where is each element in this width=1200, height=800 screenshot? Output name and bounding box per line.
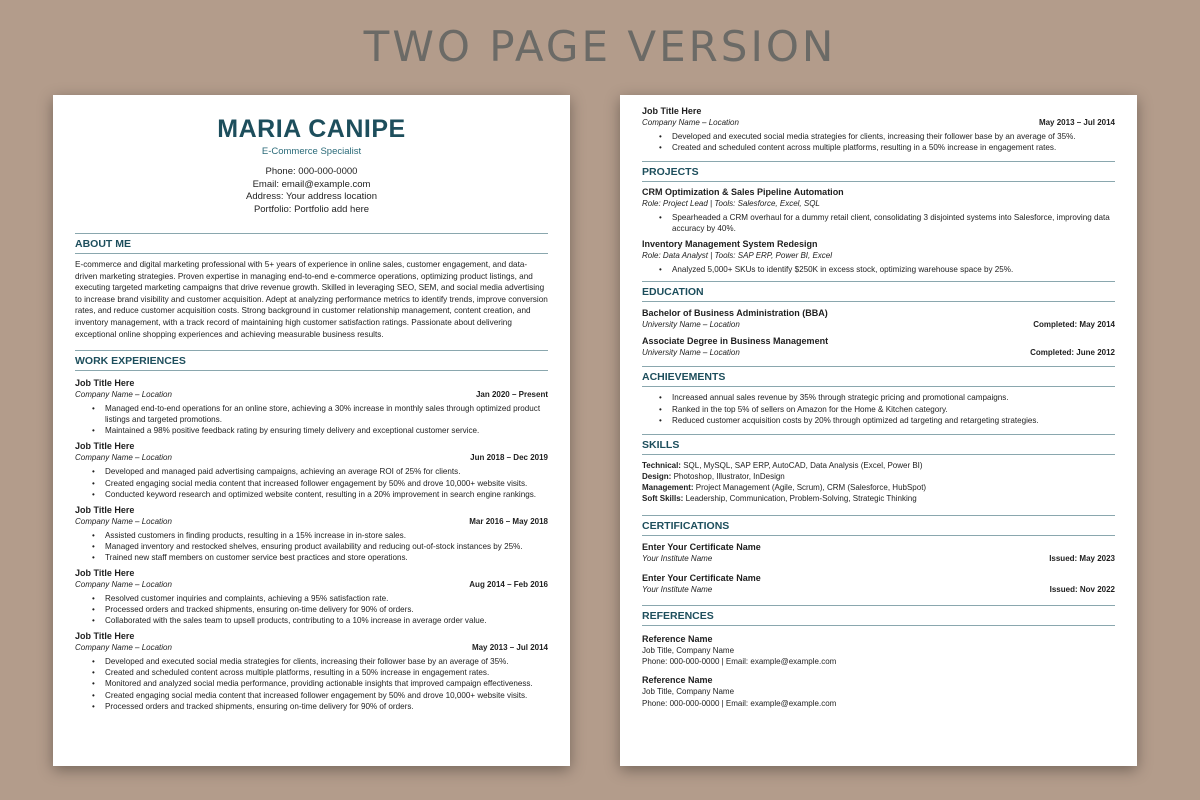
- education-degree: Bachelor of Business Administration (BBA): [642, 308, 828, 319]
- project-title: CRM Optimization & Sales Pipeline Automation: [642, 187, 844, 198]
- achievement-bullet: • Reduced customer acquisition costs by 20% through optimized ad targeting and retargeting strategies.: [672, 415, 1115, 426]
- section-title-certifications: CERTIFICATIONS: [642, 515, 1115, 536]
- job-entry: [75, 378, 548, 436]
- job-company: Company Name – Location: [75, 453, 172, 463]
- education-entry: [642, 308, 1115, 330]
- section-title-skills: SKILLS: [642, 434, 1115, 455]
- job-date: Jan 2020 – Present: [475, 390, 548, 400]
- project-entry: [642, 187, 1115, 234]
- education-entry: [642, 336, 1115, 358]
- reference-name: Reference Name: [642, 675, 713, 686]
- skill-label: Design:: [642, 471, 672, 481]
- about-text: E-commerce and digital marketing professional with 5+ years of experience in online sales, customer engagement, and data-driven marketing strategies. Proven expertise in managing end-to-end e-commerce operations, optimizing product listings, and executing targeted marketing campaigns that drive revenue growth. Skilled in leveraging SEO, SEM, and social media advertising to increase brand visibility and customer acquisition. Adept at analyzing performance metrics to identify trends, improve conversion rates, and reduce customer acquisition costs. Strong background in customer relationship management, content creation, and inventory management, with a track record of maintaining high customer satisfaction ratings. Passionate about delivering exceptional online shopping experiences and achieving measurable business results.: [75, 260, 548, 339]
- section-title-projects: PROJECTS: [642, 161, 1115, 182]
- achievement-bullet: • Increased annual sales revenue by 35% through strategic pricing and promotional campaigns.: [672, 392, 1115, 403]
- education-date: Completed: May 2014: [1033, 320, 1115, 330]
- reference-contact: Phone: 000-000-0000 | Email: example@example.com: [642, 656, 837, 666]
- project-entry: [642, 239, 1115, 275]
- section-title-work: WORK EXPERIENCES: [75, 350, 548, 371]
- certification-entry: [642, 542, 1115, 564]
- education-degree: Associate Degree in Business Management: [642, 336, 829, 347]
- contact-portfolio: Portfolio: Portfolio add here: [253, 203, 370, 215]
- skill-row: [642, 482, 1115, 493]
- skill-label: Soft Skills:: [642, 494, 684, 504]
- job-entry: [75, 441, 548, 499]
- job-title: Job Title Here: [75, 441, 135, 452]
- job-bullet: • Managed inventory and restocked shelves, ensuring product availability and reducing out-of-stock instances by 25%.: [105, 541, 548, 552]
- job-bullet: • Processed orders and tracked shipments, ensuring on-time delivery for 90% of orders.: [105, 604, 548, 615]
- project-title: Inventory Management System Redesign: [642, 239, 818, 250]
- job-title: Job Title Here: [642, 106, 702, 116]
- job-bullet: • Created and scheduled content across multiple platforms, resulting in a 50% increase in engagement rates.: [672, 142, 1115, 153]
- reference-entry: [642, 675, 1115, 709]
- job-bullet: • Processed orders and tracked shipments, ensuring on-time delivery for 90% of orders.: [105, 701, 548, 712]
- skill-text: Photoshop, Illustrator, InDesign: [671, 471, 785, 481]
- skill-label: Technical:: [642, 460, 681, 470]
- reference-title: Job Title, Company Name: [642, 687, 735, 697]
- contact-block: [75, 166, 548, 216]
- contact-address: Address: Your address location: [246, 191, 377, 202]
- certification-institute: Your Institute Name: [642, 584, 713, 594]
- job-bullet: • Developed and managed paid advertising campaigns, achieving an average ROI of 25% for clients.: [105, 466, 548, 477]
- job-date: Aug 2014 – Feb 2016: [469, 580, 548, 589]
- skill-text: SQL, MySQL, SAP ERP, AutoCAD, Data Analysis (Excel, Power BI): [680, 460, 923, 470]
- skill-label: Management:: [642, 483, 694, 493]
- job-bullet: • Managed end-to-end operations for an online store, achieving a 30% increase in monthly sales through optimized product listings and targeted promotions.: [105, 403, 548, 425]
- education-school: University Name – Location: [642, 320, 740, 330]
- job-bullet: • Developed and executed social media strategies for clients, increasing their follower base by an average of 35%.: [672, 131, 1115, 142]
- skill-row: [642, 471, 1115, 482]
- job-company: Company Name – Location: [75, 643, 172, 653]
- job-title: Job Title Here: [75, 378, 135, 389]
- job-title: Job Title Here: [75, 504, 135, 515]
- project-role: Role: Project Lead | Tools: Salesforce, Excel, SQL: [642, 199, 820, 209]
- skills-block: [642, 460, 1115, 505]
- skill-text: Project Management (Agile, Scrum), CRM (Salesforce, HubSpot): [693, 483, 927, 493]
- project-bullet: • Spearheaded a CRM overhaul for a dummy retail client, consolidating 3 disjointed systems into Salesforce, improving data accuracy by 40%.: [672, 212, 1115, 234]
- job-entry: [75, 568, 548, 626]
- job-bullet: • Assisted customers in finding products, resulting in a 15% increase in in-store sales.: [105, 530, 548, 541]
- certification-institute: Your Institute Name: [642, 553, 713, 563]
- job-date: Mar 2016 – May 2018: [469, 516, 548, 526]
- resume-page-2: [620, 95, 1137, 766]
- job-bullet: • Monitored and analyzed social media performance, providing actionable insights that improved campaign effectiveness.: [105, 678, 548, 689]
- job-company: Company Name – Location: [75, 516, 172, 526]
- job-date: May 2013 – Jul 2014: [1038, 118, 1115, 127]
- job-company: Company Name – Location: [75, 580, 172, 589]
- contact-phone: Phone: 000-000-0000: [265, 166, 358, 177]
- job-bullet: • Created engaging social media content that increased follower engagement by 50% and drove 10,000+ website visits.: [105, 478, 548, 489]
- reference-title: Job Title, Company Name: [642, 645, 735, 655]
- job-entry: [642, 106, 1115, 153]
- section-title-about: ABOUT ME: [75, 233, 548, 254]
- certification-date: Issued: May 2023: [1049, 553, 1115, 563]
- resume-page-1: [53, 95, 570, 766]
- achievement-bullet: • Ranked in the top 5% of sellers on Amazon for the Home & Kitchen category.: [672, 404, 1115, 415]
- job-date: May 2013 – Jul 2014: [471, 643, 548, 653]
- education-date: Completed: June 2012: [1030, 348, 1115, 358]
- project-bullet: • Analyzed 5,000+ SKUs to identify $250K in excess stock, optimizing warehouse space by 25%.: [672, 264, 1115, 275]
- job-entry: [75, 631, 548, 711]
- job-bullet: • Created and scheduled content across multiple platforms, resulting in a 50% increase in engagement rates.: [105, 667, 548, 678]
- section-title-references: REFERENCES: [642, 605, 1115, 626]
- job-bullet: • Maintained a 98% positive feedback rating by ensuring timely delivery and exceptional customer service.: [105, 425, 548, 436]
- job-company: Company Name – Location: [75, 390, 172, 400]
- certification-name: Enter Your Certificate Name: [642, 541, 761, 552]
- job-title: Job Title Here: [75, 631, 135, 642]
- certification-entry: [642, 573, 1115, 595]
- job-bullet: • Created engaging social media content that increased follower engagement by 50% and drove 10,000+ website visits.: [105, 690, 548, 701]
- skill-row: [642, 493, 1115, 504]
- skill-text: Leadership, Communication, Problem-Solving, Strategic Thinking: [683, 494, 917, 504]
- candidate-name: MARIA CANIPE: [217, 115, 406, 143]
- job-bullet: • Resolved customer inquiries and complaints, achieving a 95% satisfaction rate.: [105, 593, 548, 604]
- banner-title: TWO PAGE VERSION: [363, 22, 837, 71]
- section-title-education: EDUCATION: [642, 281, 1115, 302]
- reference-name: Reference Name: [642, 633, 713, 644]
- contact-email: Email: email@example.com: [252, 178, 371, 190]
- job-date: Jun 2018 – Dec 2019: [470, 453, 548, 463]
- job-company: Company Name – Location: [642, 118, 739, 127]
- job-title: Job Title Here: [75, 568, 135, 578]
- reference-contact: Phone: 000-000-0000 | Email: example@example.com: [642, 698, 837, 708]
- skill-row: [642, 460, 1115, 471]
- job-bullet: • Developed and executed social media strategies for clients, increasing their follower base by an average of 35%.: [105, 656, 548, 667]
- project-role: Role: Data Analyst | Tools: SAP ERP, Power BI, Excel: [642, 251, 833, 261]
- job-bullet: • Collaborated with the sales team to upsell products, contributing to a 10% increase in average order value.: [105, 615, 548, 626]
- job-bullet: • Conducted keyword research and optimized website content, resulting in a 20% improvement in search engine rankings.: [105, 489, 548, 500]
- education-school: University Name – Location: [642, 348, 740, 358]
- section-title-achievements: ACHIEVEMENTS: [642, 366, 1115, 387]
- certification-name: Enter Your Certificate Name: [642, 572, 761, 583]
- certification-date: Issued: Nov 2022: [1049, 584, 1115, 594]
- job-entry: [75, 505, 548, 563]
- reference-entry: [642, 634, 1115, 668]
- job-bullet: • Trained new staff members on customer service best practices and store operations.: [105, 552, 548, 563]
- candidate-role: E-Commerce Specialist: [261, 146, 362, 157]
